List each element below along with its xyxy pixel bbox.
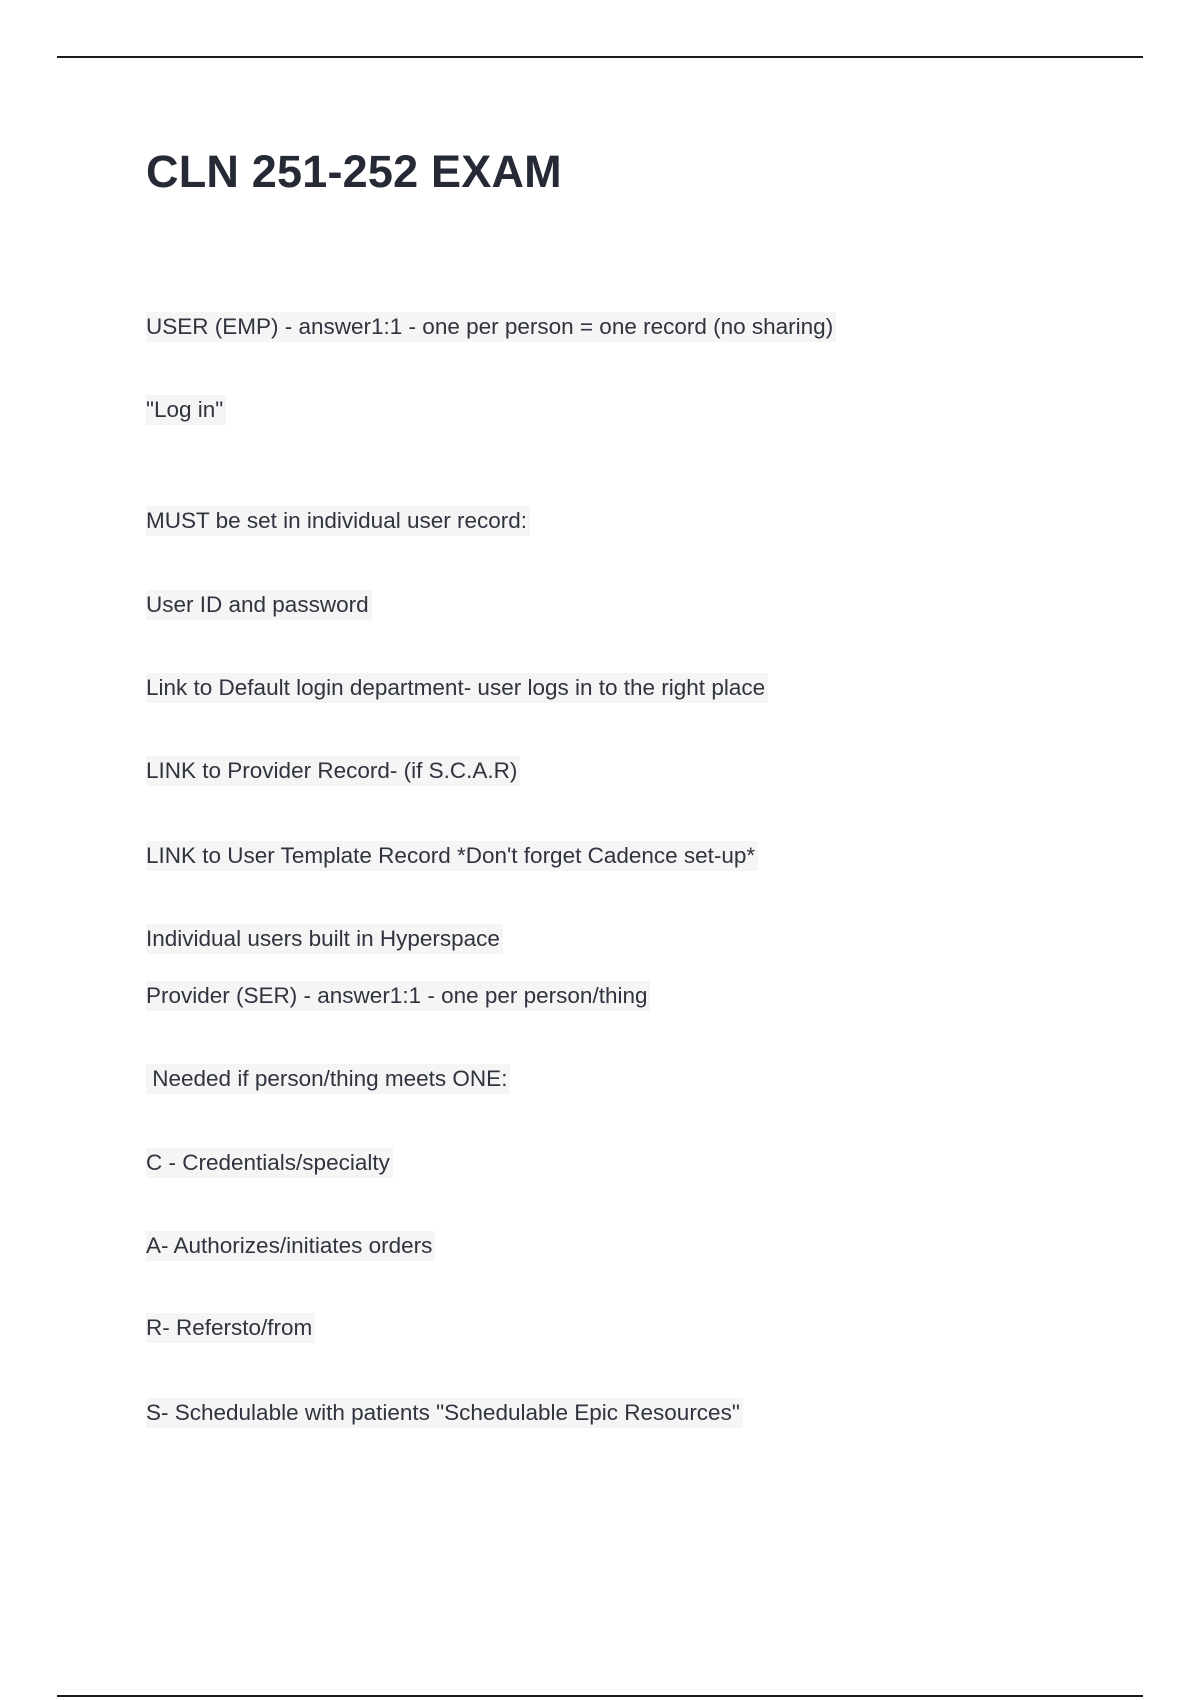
text-line-provider-record: LINK to Provider Record- (if S.C.A.R) [146, 756, 520, 786]
text-line-provider-ser: Provider (SER) - answer1:1 - one per person/thing [146, 981, 650, 1011]
text-line-user-id: User ID and password [146, 590, 372, 620]
text-line-user-template: LINK to User Template Record *Don't forget Cadence set-up* [146, 841, 758, 871]
text-line-refers: R- Refersto/from [146, 1313, 315, 1343]
text-line-schedulable: S- Schedulable with patients "Schedulable Epic Resources" [146, 1398, 743, 1428]
top-rule [57, 56, 1143, 58]
text-line-must-be-set: MUST be set in individual user record: [146, 506, 530, 536]
text-line-user-emp: USER (EMP) - answer1:1 - one per person = one record (no sharing) [146, 312, 836, 342]
bottom-rule [57, 1695, 1143, 1697]
text-line-individual-users: Individual users built in Hyperspace [146, 924, 503, 954]
text-line-authorizes: A- Authorizes/initiates orders [146, 1231, 435, 1261]
text-line-log-in: "Log in" [146, 395, 226, 425]
document-title: CLN 251-252 EXAM [146, 146, 562, 197]
text-line-default-login: Link to Default login department- user logs in to the right place [146, 673, 768, 703]
text-line-credentials: C - Credentials/specialty [146, 1148, 393, 1178]
text-line-needed-if: Needed if person/thing meets ONE: [146, 1064, 510, 1094]
